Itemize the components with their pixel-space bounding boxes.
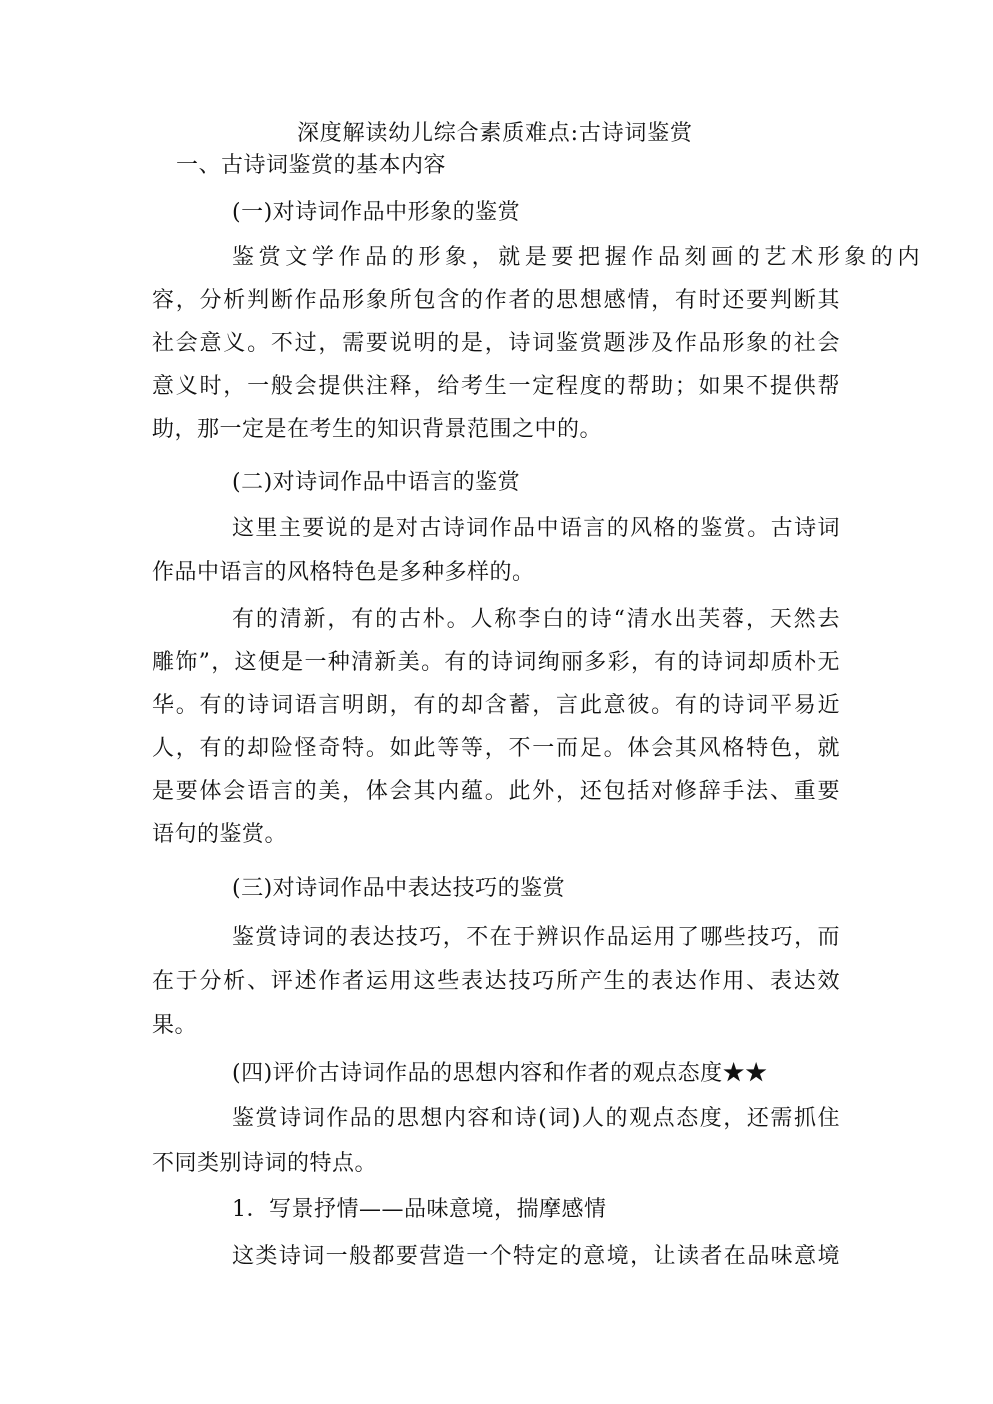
paragraph-line: 助，那一定是在考生的知识背景范围之中的。 [152,417,603,442]
paragraph-line: 这里主要说的是对古诗词作品中语言的风格的鉴赏。古诗词 [232,516,840,541]
paragraph-line: 人，有的却险怪奇特。如此等等，不一而足。体会其风格特色，就 [152,736,840,761]
paragraph-line: 在于分析、评述作者运用这些表达技巧所产生的表达作用、表达效 [152,969,840,994]
paragraph-line: 不同类别诗词的特点。 [152,1151,378,1176]
subheading-4: (四)评价古诗词作品的思想内容和作者的观点态度★★ [232,1061,768,1086]
paragraph-line: 语句的鉴赏。 [152,822,288,847]
paragraph-line: 鉴赏诗词的表达技巧，不在于辨识作品运用了哪些技巧，而 [232,925,840,950]
subheading-numbered: 1．写景抒情——品味意境，揣摩感情 [232,1197,607,1222]
section-heading: 一、古诗词鉴赏的基本内容 [176,153,447,178]
paragraph-line: 意义时，一般会提供注释，给考生一定程度的帮助；如果不提供帮 [152,374,840,399]
subheading-1: (一)对诗词作品中形象的鉴赏 [232,200,521,225]
paragraph-line: 果。 [152,1013,198,1038]
subheading-2: (二)对诗词作品中语言的鉴赏 [232,470,521,495]
paragraph-line: 社会意义。不过，需要说明的是，诗词鉴赏题涉及作品形象的社会 [152,331,840,356]
paragraph-line: 这类诗词一般都要营造一个特定的意境，让读者在品味意境 [232,1244,840,1269]
paragraph-line: 雕饰”，这便是一种清新美。有的诗词绚丽多彩，有的诗词却质朴无 [152,650,840,675]
paragraph-line: 鉴赏诗词作品的思想内容和诗(词)人的观点态度，还需抓住 [232,1106,840,1131]
subheading-3: (三)对诗词作品中表达技巧的鉴赏 [232,876,566,901]
paragraph-line: 有的清新，有的古朴。人称李白的诗“清水出芙蓉，天然去 [232,607,840,632]
paragraph-line: 是要体会语言的美，体会其内蕴。此外，还包括对修辞手法、重要 [152,779,840,804]
paragraph-line: 容，分析判断作品形象所包含的作者的思想感情，有时还要判断其 [152,288,840,313]
paragraph-line: 作品中语言的风格特色是多种多样的。 [152,560,535,585]
paragraph-line: 华。有的诗词语言明朗，有的却含蓄，言此意彼。有的诗词平易近 [152,693,840,718]
paragraph-line: 鉴赏文学作品的形象，就是要把握作品刻画的艺术形象的内 [232,245,920,270]
document-title: 深度解读幼儿综合素质难点:古诗词鉴赏 [297,121,693,146]
